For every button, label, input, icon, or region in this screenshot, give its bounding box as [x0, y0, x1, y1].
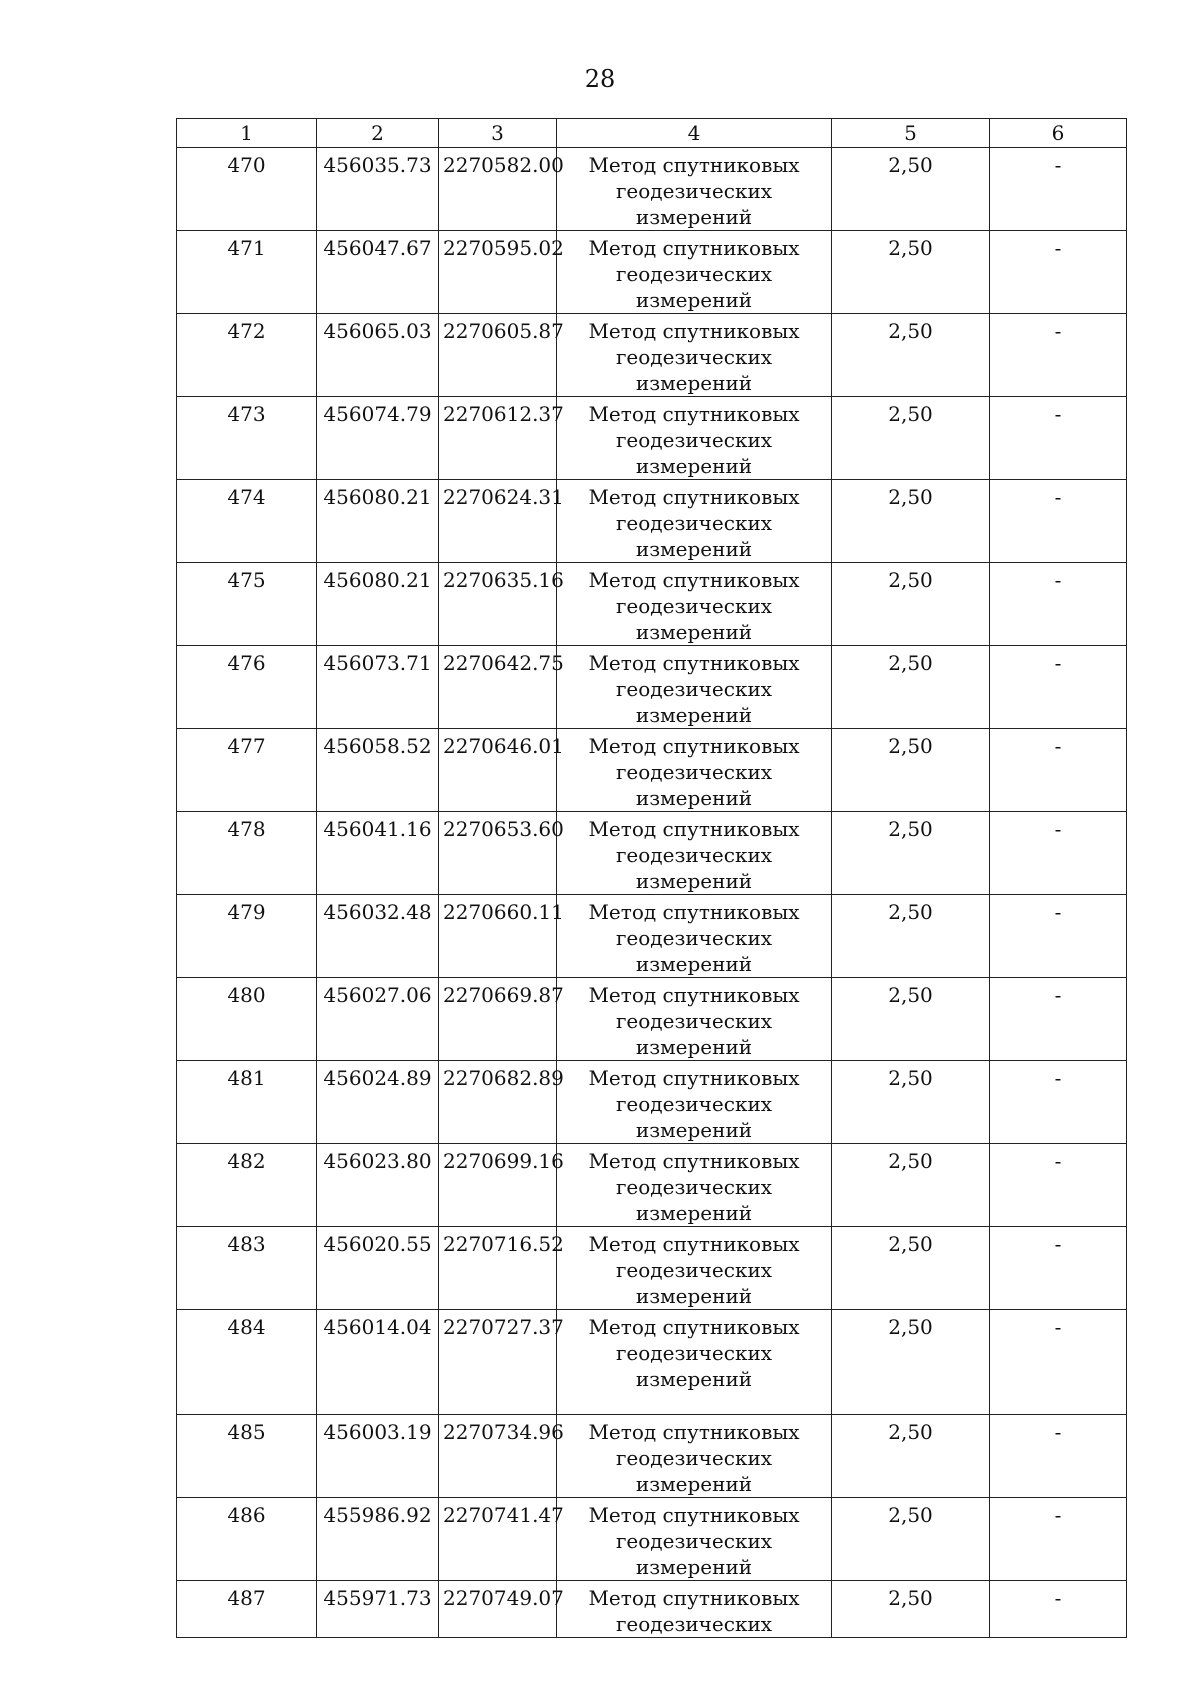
y-coordinate-cell: 2270660.11: [439, 895, 557, 978]
accuracy-cell: 2,50: [832, 1061, 990, 1144]
table-row: [177, 1310, 1127, 1415]
method-line: Метод спутниковых: [588, 900, 800, 924]
accuracy-cell: 2,50: [832, 812, 990, 895]
method-line: Метод спутниковых: [588, 1315, 800, 1339]
point-number-cell: 485: [177, 1415, 317, 1498]
y-coordinate-cell: 2270699.16: [439, 1144, 557, 1227]
table-row: [177, 978, 1127, 1061]
table-row: [177, 563, 1127, 646]
point-number-cell: 487: [177, 1581, 317, 1638]
method-line: измерений: [635, 786, 753, 810]
method-line: Метод спутниковых: [588, 568, 800, 592]
method-line: геодезических: [615, 1341, 773, 1365]
accuracy-cell: 2,50: [832, 480, 990, 563]
table-row: [177, 646, 1127, 729]
y-coordinate-cell: 2270605.87: [439, 314, 557, 397]
table-row: [177, 1061, 1127, 1144]
coordinates-table: [176, 118, 1127, 1638]
table-row: [177, 895, 1127, 978]
method-cell: [557, 812, 832, 895]
x-coordinate-cell: 456032.48: [317, 895, 439, 978]
method-line: геодезических: [615, 179, 773, 203]
point-number-cell: 476: [177, 646, 317, 729]
point-number-cell: 478: [177, 812, 317, 895]
method-line: геодезических: [615, 677, 773, 701]
method-line: Метод спутниковых: [588, 817, 800, 841]
point-number-cell: 472: [177, 314, 317, 397]
y-coordinate-cell: 2270612.37: [439, 397, 557, 480]
y-coordinate-cell: 2270749.07: [439, 1581, 557, 1638]
accuracy-cell: 2,50: [832, 1415, 990, 1498]
accuracy-cell: 2,50: [832, 895, 990, 978]
method-cell: [557, 231, 832, 314]
y-coordinate-cell: 2270734.96: [439, 1415, 557, 1498]
method-line: геодезических: [615, 594, 773, 618]
method-cell: [557, 314, 832, 397]
method-cell: [557, 978, 832, 1061]
accuracy-cell: 2,50: [832, 1227, 990, 1310]
table-row: [177, 397, 1127, 480]
x-coordinate-cell: 456023.80: [317, 1144, 439, 1227]
point-number-cell: 484: [177, 1310, 317, 1415]
method-line: измерений: [635, 371, 753, 395]
method-line: Метод спутниковых: [588, 1420, 800, 1444]
point-number-cell: 477: [177, 729, 317, 812]
method-line: геодезических: [615, 843, 773, 867]
column-header: 6: [990, 119, 1127, 148]
x-coordinate-cell: 456065.03: [317, 314, 439, 397]
note-cell: -: [990, 1581, 1127, 1638]
x-coordinate-cell: 456080.21: [317, 480, 439, 563]
table-row: [177, 812, 1127, 895]
method-line: Метод спутниковых: [588, 734, 800, 758]
method-line: Метод спутниковых: [588, 651, 800, 675]
method-line: Метод спутниковых: [588, 1586, 800, 1610]
table-row: [177, 729, 1127, 812]
table-row: [177, 480, 1127, 563]
x-coordinate-cell: 456058.52: [317, 729, 439, 812]
x-coordinate-cell: 456073.71: [317, 646, 439, 729]
method-cell: [557, 397, 832, 480]
y-coordinate-cell: 2270682.89: [439, 1061, 557, 1144]
y-coordinate-cell: 2270727.37: [439, 1310, 557, 1415]
x-coordinate-cell: 456041.16: [317, 812, 439, 895]
method-line: геодезических: [615, 345, 773, 369]
x-coordinate-cell: 456003.19: [317, 1415, 439, 1498]
point-number-cell: 471: [177, 231, 317, 314]
method-line: измерений: [635, 1472, 753, 1496]
method-line: геодезических: [615, 1612, 773, 1636]
accuracy-cell: 2,50: [832, 563, 990, 646]
table-row: [177, 148, 1127, 231]
y-coordinate-cell: 2270582.00: [439, 148, 557, 231]
column-header: 4: [557, 119, 832, 148]
accuracy-cell: 2,50: [832, 397, 990, 480]
note-cell: -: [990, 1144, 1127, 1227]
note-cell: -: [990, 397, 1127, 480]
accuracy-cell: 2,50: [832, 148, 990, 231]
method-line: измерений: [635, 288, 753, 312]
method-cell: [557, 1227, 832, 1310]
column-header: 5: [832, 119, 990, 148]
point-number-cell: 474: [177, 480, 317, 563]
y-coordinate-cell: 2270642.75: [439, 646, 557, 729]
y-coordinate-cell: 2270635.16: [439, 563, 557, 646]
method-line: геодезических: [615, 511, 773, 535]
method-line: Метод спутниковых: [588, 1149, 800, 1173]
column-header: 2: [317, 119, 439, 148]
table-row: [177, 1498, 1127, 1581]
note-cell: -: [990, 1227, 1127, 1310]
method-line: Метод спутниковых: [588, 1503, 800, 1527]
method-line: Метод спутниковых: [588, 402, 800, 426]
table-row: [177, 1581, 1127, 1638]
method-line: Метод спутниковых: [588, 1066, 800, 1090]
y-coordinate-cell: 2270653.60: [439, 812, 557, 895]
note-cell: -: [990, 563, 1127, 646]
x-coordinate-cell: 456024.89: [317, 1061, 439, 1144]
method-line: измерений: [635, 205, 753, 229]
method-line: геодезических: [615, 262, 773, 286]
method-line: Метод спутниковых: [588, 236, 800, 260]
x-coordinate-cell: 456027.06: [317, 978, 439, 1061]
method-line: измерений: [635, 1367, 753, 1391]
method-cell: [557, 1061, 832, 1144]
point-number-cell: 470: [177, 148, 317, 231]
method-line: геодезических: [615, 1009, 773, 1033]
method-line: измерений: [635, 537, 753, 561]
accuracy-cell: 2,50: [832, 1144, 990, 1227]
method-line: измерений: [635, 952, 753, 976]
table-row: [177, 1415, 1127, 1498]
table-row: [177, 1227, 1127, 1310]
x-coordinate-cell: 456080.21: [317, 563, 439, 646]
method-cell: [557, 480, 832, 563]
method-cell: [557, 1144, 832, 1227]
method-line: измерений: [635, 1284, 753, 1308]
method-cell: [557, 1310, 832, 1415]
method-line: измерений: [635, 1555, 753, 1579]
accuracy-cell: 2,50: [832, 1498, 990, 1581]
table-row: [177, 314, 1127, 397]
x-coordinate-cell: 456047.67: [317, 231, 439, 314]
method-line: геодезических: [615, 1529, 773, 1553]
accuracy-cell: 2,50: [832, 231, 990, 314]
y-coordinate-cell: 2270595.02: [439, 231, 557, 314]
note-cell: -: [990, 1498, 1127, 1581]
point-number-cell: 475: [177, 563, 317, 646]
accuracy-cell: 2,50: [832, 314, 990, 397]
method-line: геодезических: [615, 1092, 773, 1116]
x-coordinate-cell: 456020.55: [317, 1227, 439, 1310]
x-coordinate-cell: 455986.92: [317, 1498, 439, 1581]
method-line: геодезических: [615, 1258, 773, 1282]
method-cell: [557, 1498, 832, 1581]
accuracy-cell: 2,50: [832, 729, 990, 812]
note-cell: -: [990, 978, 1127, 1061]
method-cell: [557, 729, 832, 812]
table-body: [177, 148, 1127, 1638]
method-line: геодезических: [615, 760, 773, 784]
method-cell: [557, 148, 832, 231]
y-coordinate-cell: 2270669.87: [439, 978, 557, 1061]
note-cell: -: [990, 314, 1127, 397]
x-coordinate-cell: 455971.73: [317, 1581, 439, 1638]
method-line: геодезических: [615, 428, 773, 452]
point-number-cell: 480: [177, 978, 317, 1061]
table-row: [177, 1144, 1127, 1227]
y-coordinate-cell: 2270741.47: [439, 1498, 557, 1581]
note-cell: -: [990, 1310, 1127, 1415]
y-coordinate-cell: 2270646.01: [439, 729, 557, 812]
point-number-cell: 481: [177, 1061, 317, 1144]
x-coordinate-cell: 456014.04: [317, 1310, 439, 1415]
point-number-cell: 482: [177, 1144, 317, 1227]
note-cell: -: [990, 729, 1127, 812]
method-line: Метод спутниковых: [588, 485, 800, 509]
method-line: Метод спутниковых: [588, 1232, 800, 1256]
note-cell: -: [990, 148, 1127, 231]
column-header: 3: [439, 119, 557, 148]
method-line: геодезических: [615, 1175, 773, 1199]
method-line: Метод спутниковых: [588, 319, 800, 343]
point-number-cell: 473: [177, 397, 317, 480]
note-cell: -: [990, 646, 1127, 729]
method-line: измерений: [635, 1035, 753, 1059]
method-line: измерений: [635, 869, 753, 893]
method-cell: [557, 1581, 832, 1638]
method-line: Метод спутниковых: [588, 983, 800, 1007]
method-line: измерений: [635, 454, 753, 478]
point-number-cell: 479: [177, 895, 317, 978]
y-coordinate-cell: 2270624.31: [439, 480, 557, 563]
method-cell: [557, 563, 832, 646]
page-number: 28: [584, 65, 616, 93]
method-cell: [557, 895, 832, 978]
header-row: [177, 119, 1127, 148]
method-cell: [557, 646, 832, 729]
method-line: Метод спутниковых: [588, 153, 800, 177]
method-line: измерений: [635, 1118, 753, 1142]
point-number-cell: 483: [177, 1227, 317, 1310]
y-coordinate-cell: 2270716.52: [439, 1227, 557, 1310]
note-cell: -: [990, 812, 1127, 895]
table-row: [177, 231, 1127, 314]
method-line: измерений: [635, 620, 753, 644]
x-coordinate-cell: 456074.79: [317, 397, 439, 480]
accuracy-cell: 2,50: [832, 646, 990, 729]
note-cell: -: [990, 1061, 1127, 1144]
method-line: измерений: [635, 703, 753, 727]
method-line: геодезических: [615, 926, 773, 950]
note-cell: -: [990, 1415, 1127, 1498]
method-line: геодезических: [615, 1446, 773, 1470]
accuracy-cell: 2,50: [832, 1581, 990, 1638]
method-line: измерений: [635, 1201, 753, 1225]
method-cell: [557, 1415, 832, 1498]
point-number-cell: 486: [177, 1498, 317, 1581]
note-cell: -: [990, 231, 1127, 314]
column-header: 1: [177, 119, 317, 148]
accuracy-cell: 2,50: [832, 1310, 990, 1415]
note-cell: -: [990, 480, 1127, 563]
note-cell: -: [990, 895, 1127, 978]
x-coordinate-cell: 456035.73: [317, 148, 439, 231]
accuracy-cell: 2,50: [832, 978, 990, 1061]
